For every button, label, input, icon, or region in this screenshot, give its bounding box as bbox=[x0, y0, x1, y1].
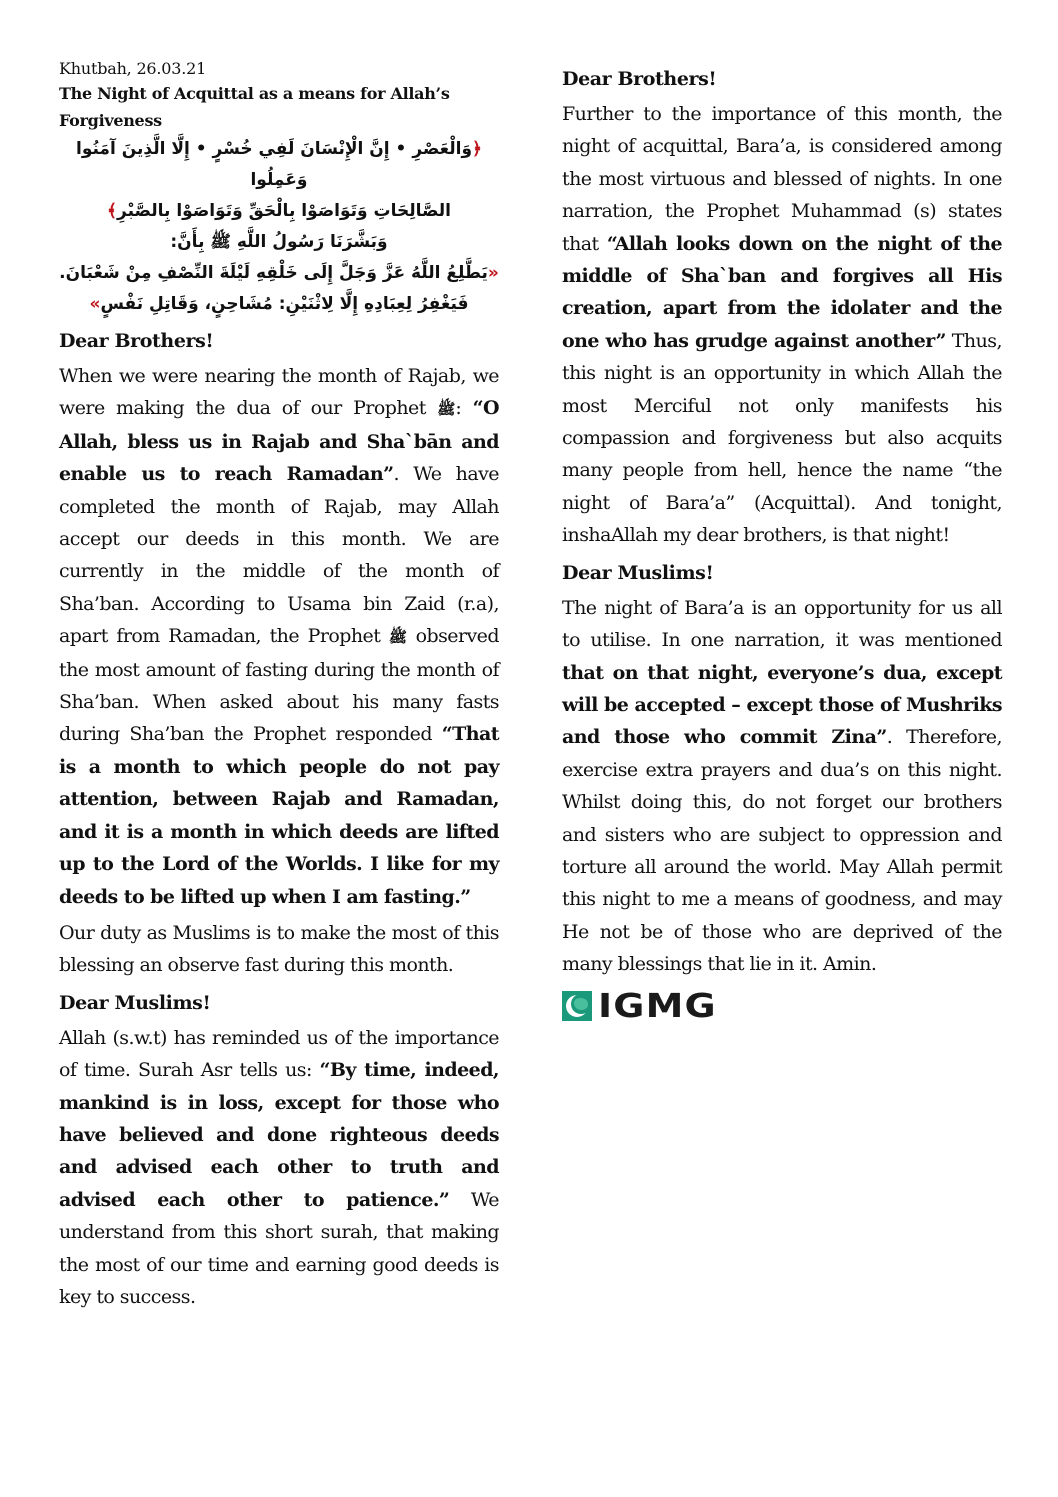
section-heading: Dear Brothers! bbox=[59, 330, 214, 352]
paragraph bbox=[562, 592, 1002, 981]
arabic-text: وَبَشَّرَنَا رَسُولُ اللَّهِ ﷺ بِأَنَّ: bbox=[170, 232, 388, 252]
quote-bracket-close: ﴾ bbox=[107, 201, 117, 221]
paragraph bbox=[59, 1022, 499, 1314]
bold-quote: “O Allah, bless us in Rajab and Sha`bān and enable us to reach Ramadan” bbox=[59, 397, 500, 486]
igmg-logo bbox=[562, 985, 1002, 1025]
right-column-body bbox=[562, 64, 1002, 981]
arabic-text: الصَّالِحَاتِ وَتَوَاصَوْا بِالْحَقِّ وَتَوَاصَوْا بِالصَّبْرِ bbox=[117, 201, 451, 221]
text-run: When we were nearing the month of Rajab, we were making the dua of our Prophet bbox=[59, 365, 499, 420]
section-heading: Dear Brothers! bbox=[562, 68, 717, 90]
text-run: . Therefore, exercise extra prayers and dua’s on this night. Whilst doing this, do not forget our brothers and sisters who are subject to oppression and torture all around the world. May Allah permit this night to me a means of goodness, and may He not be of those who are deprived of the many blessings that lie in it. Amin. bbox=[562, 726, 1002, 976]
paragraph bbox=[59, 360, 499, 913]
left-column bbox=[59, 58, 499, 1317]
left-column-body bbox=[59, 326, 499, 1313]
document-title: The Night of Acquittal as a means for Allah’s Forgiveness bbox=[59, 84, 450, 130]
text-run: Allah (s.w.t) has reminded us of the importance of time. Surah Asr tells us: bbox=[59, 1026, 499, 1082]
arabic-line bbox=[59, 258, 499, 289]
arabic-line bbox=[59, 289, 499, 320]
paragraph bbox=[59, 917, 499, 982]
text-run: We understand from this short surah, that making the most of our time and earning good deeds is key to success. bbox=[59, 1188, 499, 1308]
khutbah-date: Khutbah, 26.03.21 bbox=[59, 59, 207, 78]
bold-quote: that on that night, everyone’s dua, except will be accepted – except those of Mushriks and those who commit Zina” bbox=[562, 661, 1002, 749]
text-run: observed the most amount of fasting during the month of Sha’ban. When asked about his many fasts during Sha’ban the Prophet responded bbox=[59, 625, 499, 746]
paragraph bbox=[562, 98, 1002, 552]
right-column bbox=[562, 58, 1002, 1023]
quote-bracket-open: ﴿ bbox=[472, 139, 482, 159]
text-run: : bbox=[455, 397, 473, 420]
arabic-line bbox=[59, 196, 499, 227]
arabic-text: فَيَغْفِرُ لِعِبَادِهِ إِلَّا لِاثْنَيْنِ: مُشَاحِنٍ، وَقَاتِلِ نَفْسٍ bbox=[100, 294, 469, 314]
text-run: Further to the importance of this month, the night of acquittal, Bara’a, is considered among the most virtuous and blessed of nights. In one narration, the Prophet Muhammad (s) states that bbox=[562, 103, 1002, 255]
igmg-crescent-globe-icon bbox=[562, 991, 592, 1021]
section-heading: Dear Muslims! bbox=[562, 561, 714, 584]
arabic-line bbox=[59, 134, 499, 196]
bold-quote: “That is a month to which people do not pay attention, between Rajab and Ramadan, and it is a month in which deeds are lifted up to the Lord of the Worlds. I like for my deeds to be lifted up when I am fasting.” bbox=[59, 723, 499, 908]
arabic-line bbox=[59, 227, 499, 258]
salawat-glyph-icon: ﷺ bbox=[388, 628, 408, 647]
text-run: Thus, this night is an opportunity in which Allah the most Merciful not only manifests his compassion and forgiveness but also acquits many people from hell, hence the name “the night of Bara’a” (Acquittal). And tonight, inshaAllah my dear brothers, is that night! bbox=[562, 329, 1002, 547]
logo-text: IGMG bbox=[598, 985, 717, 1025]
quote-bracket-open: « bbox=[487, 263, 499, 283]
bold-quote: “Allah looks down on the night of the middle of Sha`ban and forgives all His creation, apart from the idolater and the one who has grudge against another” bbox=[562, 232, 1002, 352]
salawat-glyph-icon: ﷺ bbox=[437, 400, 456, 419]
text-run: Our duty as Muslims is to make the most of this blessing an observe fast during this month. bbox=[59, 921, 499, 977]
bold-quote: “By time, indeed, mankind is in loss, except for those who have believed and done righteous deeds and advised each other to truth and advised each other to patience.” bbox=[59, 1059, 499, 1211]
text-run: . We have completed the month of Rajab, may Allah accept our deeds in this month. We are currently in the middle of the month of Sha’ban. According to Usama bin Zaid (r.a), apart from Ramadan, the Prophet bbox=[59, 463, 499, 648]
arabic-text: يَطَّلِعُ اللَّهُ عَزَّ وَجَلَّ إِلَى خَلْقِهِ لَيْلَةَ النِّصْفِ مِنْ شَعْبَانَ. bbox=[59, 263, 488, 283]
arabic-quote-block bbox=[59, 134, 499, 320]
quote-bracket-close: » bbox=[89, 294, 101, 314]
text-run: The night of Bara’a is an opportunity for us all to utilise. In one narration, it was mentioned bbox=[562, 596, 1002, 652]
section-heading: Dear Muslims! bbox=[59, 991, 211, 1014]
arabic-text: وَالْعَصْرِ • إِنَّ الْإِنْسَانَ لَفِي خُسْرٍ • إِلَّا الَّذِينَ آمَنُوا وَعَمِلُوا bbox=[76, 139, 473, 190]
